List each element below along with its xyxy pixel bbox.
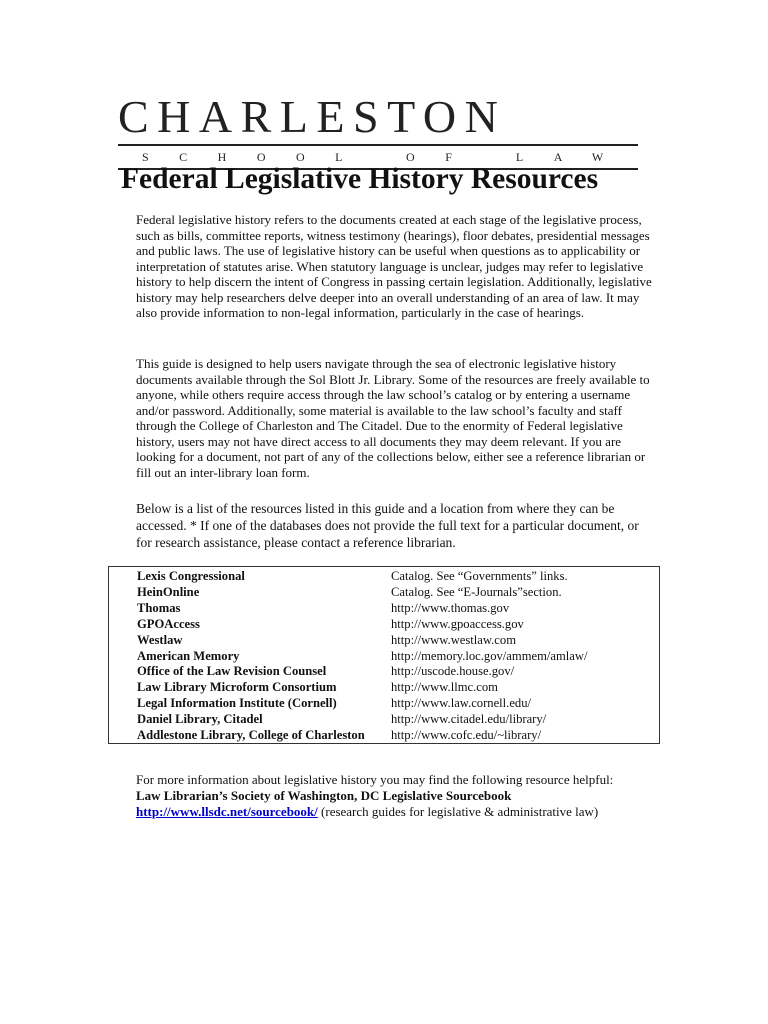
resource-location: Catalog. See “E-Journals”section. — [391, 584, 562, 599]
footer-intro: For more information about legislative history you may find the following resource helpful: — [136, 772, 614, 787]
resource-name: Addlestone Library, College of Charleston — [137, 728, 365, 743]
footer-note — [136, 772, 696, 819]
page-title: Federal Legislative History Resources — [121, 163, 599, 195]
resource-location: http://www.llmc.com — [391, 680, 498, 695]
table-row — [137, 569, 587, 585]
resource-name: American Memory — [137, 648, 240, 663]
footer-link-line — [136, 804, 696, 820]
resource-location: http://memory.loc.gov/ammem/amlaw/ — [391, 648, 588, 663]
resource-name: Office of the Law Revision Counsel — [137, 664, 327, 679]
table-row — [137, 664, 587, 680]
resources-intro-paragraph: Below is a list of the resources listed in this guide and a location from where they can be accessed. * If one of the databases does not provide the full text for a particular document, or for research assistance, please contact a reference librarian. — [136, 501, 639, 550]
resource-location: http://www.gpoaccess.gov — [391, 616, 524, 631]
resource-location: http://uscode.house.gov/ — [391, 664, 515, 679]
footer-source-title: Law Librarian’s Society of Washington, DC Legislative Sourcebook — [136, 787, 512, 803]
resources-table-box — [108, 566, 660, 744]
table-row — [137, 649, 587, 665]
table-row — [137, 585, 587, 601]
resource-name: HeinOnline — [137, 584, 200, 599]
resource-location: http://www.cofc.edu/~library/ — [391, 728, 542, 743]
resource-name: Thomas — [137, 600, 181, 615]
table-row — [137, 617, 587, 633]
resource-name: Law Library Microform Consortium — [137, 680, 337, 695]
logo-rule-top — [118, 144, 638, 146]
resource-name: Legal Information Institute (Cornell) — [137, 696, 337, 711]
resource-location: Catalog. See “Governments” links. — [391, 569, 568, 583]
resource-location: http://www.thomas.gov — [391, 600, 510, 615]
logo-wordmark: CHARLESTON — [118, 91, 507, 142]
table-row — [137, 680, 587, 696]
footer-link-note: (research guides for legislative & administrative law) — [317, 803, 599, 819]
resource-location: http://www.westlaw.com — [391, 632, 516, 647]
resource-name: Daniel Library, Citadel — [137, 712, 263, 727]
school-logo — [118, 91, 654, 170]
logo-subtitle: SCHOOL OF LAW — [142, 150, 634, 164]
resource-name: Westlaw — [137, 632, 183, 647]
table-row — [137, 633, 587, 649]
resource-location: http://www.citadel.edu/library/ — [391, 712, 547, 727]
resource-location: http://www.law.cornell.edu/ — [391, 696, 532, 711]
resource-name: GPOAccess — [137, 616, 200, 631]
intro-paragraph: Federal legislative history refers to the documents created at each stage of the legislative process, such as bills, committee reports, witness testimony (hearings), floor debates, presidential messages and public laws. The use of legislative history can be useful when questions as to applicability or interpretation of statutes arise. When statutory language is unclear, judges may refer to legislative history to help discern the intent of Congress in passing certain legislation. Additionally, legislative history may help researchers delve deeper into an overall understanding of an area of law. It may also provide information to non-legal information, particularly in the case of hearings. — [136, 212, 652, 320]
guide-paragraph: This guide is designed to help users navigate through the sea of electronic legislative history documents available through the Sol Blott Jr. Library. Some of the resources are freely available to anyone, while others require access through the law school’s catalog or by entering a username and/or password. Additionally, some material is available to the law school’s faculty and staff through the College of Charleston and The Citadel. Due to the enormity of Federal legislative history, users may not have direct access to all documents they may deem relevant. If you are looking for a document, not part of any of the collections below, either see a reference librarian or fill out an inter-library loan form. — [136, 356, 650, 480]
table-row — [137, 728, 587, 744]
resource-name: Lexis Congressional — [137, 569, 245, 583]
table-row — [137, 601, 587, 617]
sourcebook-link[interactable]: http://www.llsdc.net/sourcebook/ — [136, 803, 318, 819]
resources-table — [137, 569, 587, 744]
table-row — [137, 696, 587, 712]
table-row — [137, 712, 587, 728]
